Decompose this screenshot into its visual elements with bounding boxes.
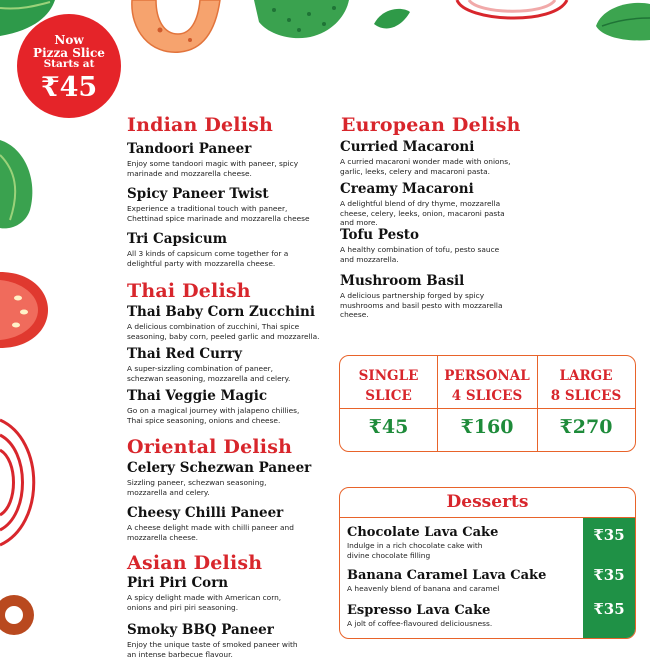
item-name: Mushroom Basil — [340, 273, 465, 289]
dessert-item — [347, 568, 582, 594]
menu-item — [340, 139, 540, 176]
section-title-indian: Indian Delish — [127, 114, 274, 136]
section-title-oriental: Oriental Delish — [127, 436, 293, 458]
price-column-large — [537, 356, 635, 451]
top-plate-illustration — [455, 0, 570, 30]
desserts-title: Desserts — [446, 492, 529, 512]
item-name: Celery Schezwan Paneer — [127, 460, 312, 476]
promo-line-2: Pizza Slice — [33, 46, 105, 60]
promo-badge — [17, 14, 121, 118]
onion-ring-illustration — [0, 415, 52, 550]
item-desc: A curried macaroni wonder made with onions, garlic, leeks, celery and macaroni pasta. — [340, 157, 511, 176]
item-desc: Go on a magical journey with jalapeno chillies, Thai spice seasoning, onions and cheese. — [127, 406, 300, 425]
menu-item — [340, 273, 540, 320]
item-name: Thai Veggie Magic — [127, 388, 268, 404]
top-lettuce-illustration — [254, 0, 349, 42]
price-column-heading — [340, 366, 437, 406]
tomato-slice-illustration — [0, 270, 50, 350]
item-desc: Enjoy the unique taste of smoked paneer with an intense barbecue flavour. — [127, 640, 298, 659]
price-divider — [437, 408, 537, 409]
pizza-price-table — [339, 355, 636, 452]
item-name: Tri Capsicum — [127, 231, 227, 247]
menu-item — [127, 575, 327, 612]
left-lettuce-illustration — [0, 140, 38, 230]
macaroni-illustration — [120, 0, 230, 60]
section-title-asian: Asian Delish — [127, 552, 263, 574]
dessert-desc: A heavenly blend of banana and caramel — [347, 584, 500, 593]
menu-item — [127, 622, 327, 659]
menu-item — [340, 227, 540, 264]
item-desc: Sizzling paneer, schezwan seasoning, mozzarella and celery. — [127, 478, 267, 497]
top-small-leaf-illustration — [372, 6, 412, 36]
item-name: Creamy Macaroni — [340, 181, 474, 197]
item-desc: A delightful blend of dry thyme, mozzarella cheese, celery, leeks, onion, macaroni pasta and more. — [340, 199, 505, 228]
promo-line-1: Now — [54, 33, 84, 47]
menu-item — [127, 186, 327, 223]
menu-item — [127, 346, 327, 383]
section-title-european: European Delish — [341, 114, 521, 136]
item-name: Tandoori Paneer — [127, 141, 252, 157]
price-column-line-1: SINGLE — [358, 368, 419, 384]
item-name: Tofu Pesto — [340, 227, 420, 243]
price-column-heading — [537, 366, 635, 406]
item-name: Thai Baby Corn Zucchini — [127, 304, 315, 320]
dessert-name: Espresso Lava Cake — [347, 603, 491, 618]
price-column-single — [340, 356, 437, 451]
item-desc: A cheese delight made with chilli paneer and mozzarella cheese. — [127, 523, 294, 542]
price-divider — [537, 408, 635, 409]
desserts-panel — [339, 487, 636, 639]
item-desc: All 3 kinds of capsicum come together for a delightful party with mozzarella cheese. — [127, 249, 289, 268]
dessert-name: Chocolate Lava Cake — [347, 525, 499, 540]
dessert-price: ₹35 — [593, 526, 625, 544]
menu-item — [340, 181, 540, 228]
menu-item — [127, 304, 327, 341]
dessert-price: ₹35 — [593, 566, 625, 584]
menu-item — [127, 141, 327, 178]
price-column-line-1: PERSONAL — [444, 368, 530, 384]
item-desc: Enjoy some tandoori magic with paneer, spicy marinade and mozzarella cheese. — [127, 159, 299, 178]
top-right-leaf-illustration — [588, 0, 650, 42]
menu-item — [127, 460, 327, 497]
olive-ring-illustration — [0, 590, 40, 640]
item-desc: A healthy combination of tofu, pesto sauce and mozzarella. — [340, 245, 500, 264]
price-column-line-1: LARGE — [559, 368, 613, 384]
item-desc: Experience a traditional touch with paneer, Chettinad spice marinade and mozzarella cheese — [127, 204, 310, 223]
item-name: Cheesy Chilli Paneer — [127, 505, 284, 521]
dessert-desc: Indulge in a rich chocolate cake with divine chocolate filling — [347, 541, 483, 560]
dessert-item — [347, 525, 582, 560]
item-name: Smoky BBQ Paneer — [127, 622, 274, 638]
item-name: Thai Red Curry — [127, 346, 243, 362]
price-column-line-2: 8 SLICES — [550, 388, 622, 404]
item-desc: A super-sizzling combination of paneer, schezwan seasoning, mozzarella and celery. — [127, 364, 291, 383]
promo-price: ₹45 — [40, 72, 98, 103]
price-value: ₹270 — [559, 416, 613, 438]
price-column-heading — [437, 366, 537, 406]
menu-item — [127, 231, 327, 268]
price-column-personal — [437, 356, 537, 451]
item-name: Curried Macaroni — [340, 139, 475, 155]
item-desc: A spicy delight made with American corn, onions and piri piri seasoning. — [127, 593, 282, 612]
price-column-line-2: SLICE — [365, 388, 412, 404]
item-desc: A delicious partnership forged by spicy mushrooms and basil pesto with mozzarella cheese. — [340, 291, 503, 320]
dessert-item — [347, 603, 582, 629]
price-column-line-2: 4 SLICES — [451, 388, 523, 404]
dessert-name: Banana Caramel Lava Cake — [347, 568, 547, 583]
item-desc: A delicious combination of zucchini, Thai spice seasoning, baby corn, peeled garlic and mozzarella. — [127, 322, 320, 341]
price-divider — [340, 408, 437, 409]
dessert-price: ₹35 — [593, 600, 625, 618]
dessert-desc: A jolt of coffee-flavoured deliciousness. — [347, 619, 493, 628]
price-value: ₹45 — [368, 416, 409, 438]
promo-line-3: Starts at — [43, 58, 95, 70]
price-value: ₹160 — [460, 416, 514, 438]
item-name: Piri Piri Corn — [127, 575, 229, 591]
item-name: Spicy Paneer Twist — [127, 186, 269, 202]
section-title-thai: Thai Delish — [127, 280, 251, 302]
menu-item — [127, 505, 327, 542]
menu-item — [127, 388, 327, 425]
